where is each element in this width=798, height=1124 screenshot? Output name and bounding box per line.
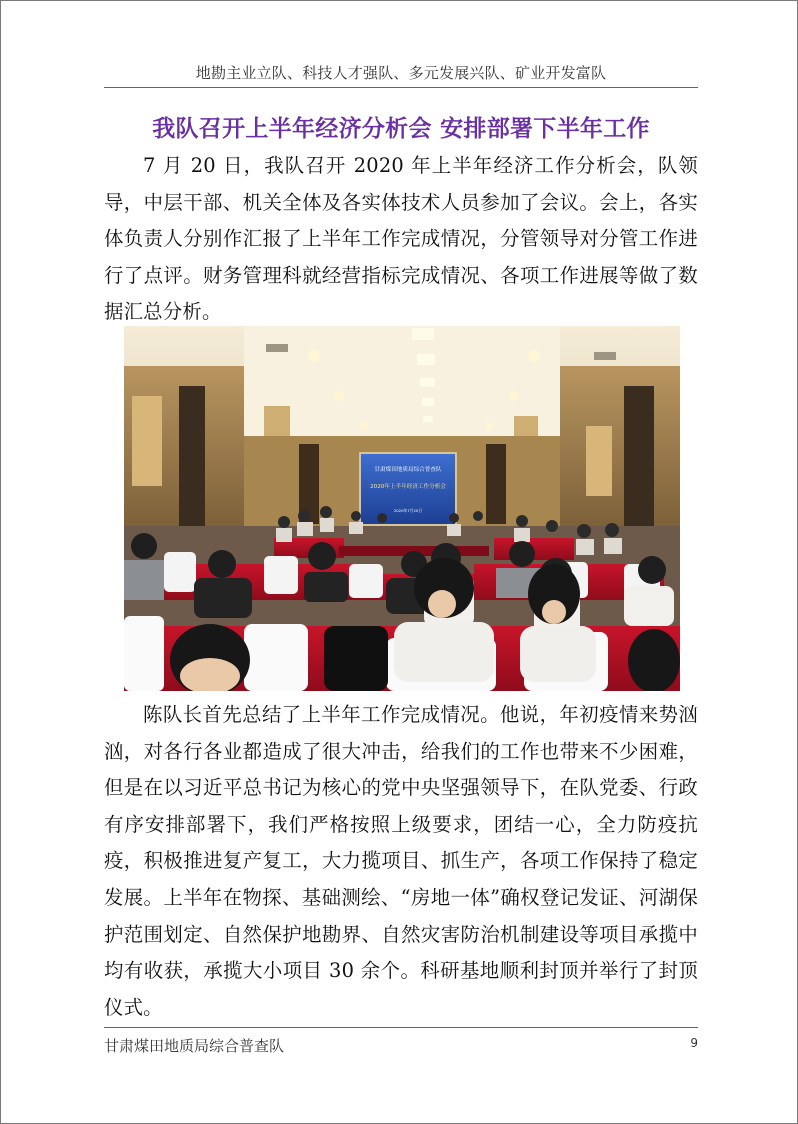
screen-text-3: 2020年7月20日 xyxy=(393,508,423,513)
article-paragraph-1: 7 月 20 日，我队召开 2020 年上半年经济工作分析会，队领导，中层干部、机关全体及各实体技术人员参加了会议。会上，各实体负责人分别作汇报了上半年工作完成情况，分管领导对分管工作进行了点评。财务管理科就经营指标完成情况、各项工作进展等做了数据汇总分析。 xyxy=(104,154,698,324)
meeting-photo xyxy=(124,326,680,691)
header-rule xyxy=(104,87,698,88)
page-number: 9 xyxy=(690,1036,698,1050)
footer-rule xyxy=(104,1027,698,1028)
article-title: 我队召开上半年经济分析会 安排部署下半年工作 xyxy=(152,116,650,142)
article-paragraph-2: 陈队长首先总结了上半年工作完成情况。他说，年初疫情来势汹汹，对各行各业都造成了很大冲击，给我们的工作也带来不少困难，但是在以习近平总书记为核心的党中央坚强领导下，在队党委、行政有序安排部署下，我们严格按照上级要求，团结一心，全力防疫抗疫，积极推进复产复工，大力揽项目、抓生产，各项工作保持了稳定发展。上半年在物探、基础测绘、“房地一体”确权登记发证、河湖保护范围划定、自然保护地勘界、自然灾害防治机制建设等项目承揽中均有收获，承揽大小项目 30 余个。科研基地顺利封顶并举行了封顶仪式。 xyxy=(104,703,698,1019)
running-header: 地勘主业立队、科技人才强队、多元发展兴队、矿业开发富队 xyxy=(195,64,607,82)
screen-text-1: 甘肃煤田地质局综合普查队 xyxy=(374,467,442,473)
screen-text-2: 2020年上半年经济工作分析会 xyxy=(370,484,446,490)
footer-organization: 甘肃煤田地质局综合普查队 xyxy=(104,1037,285,1055)
